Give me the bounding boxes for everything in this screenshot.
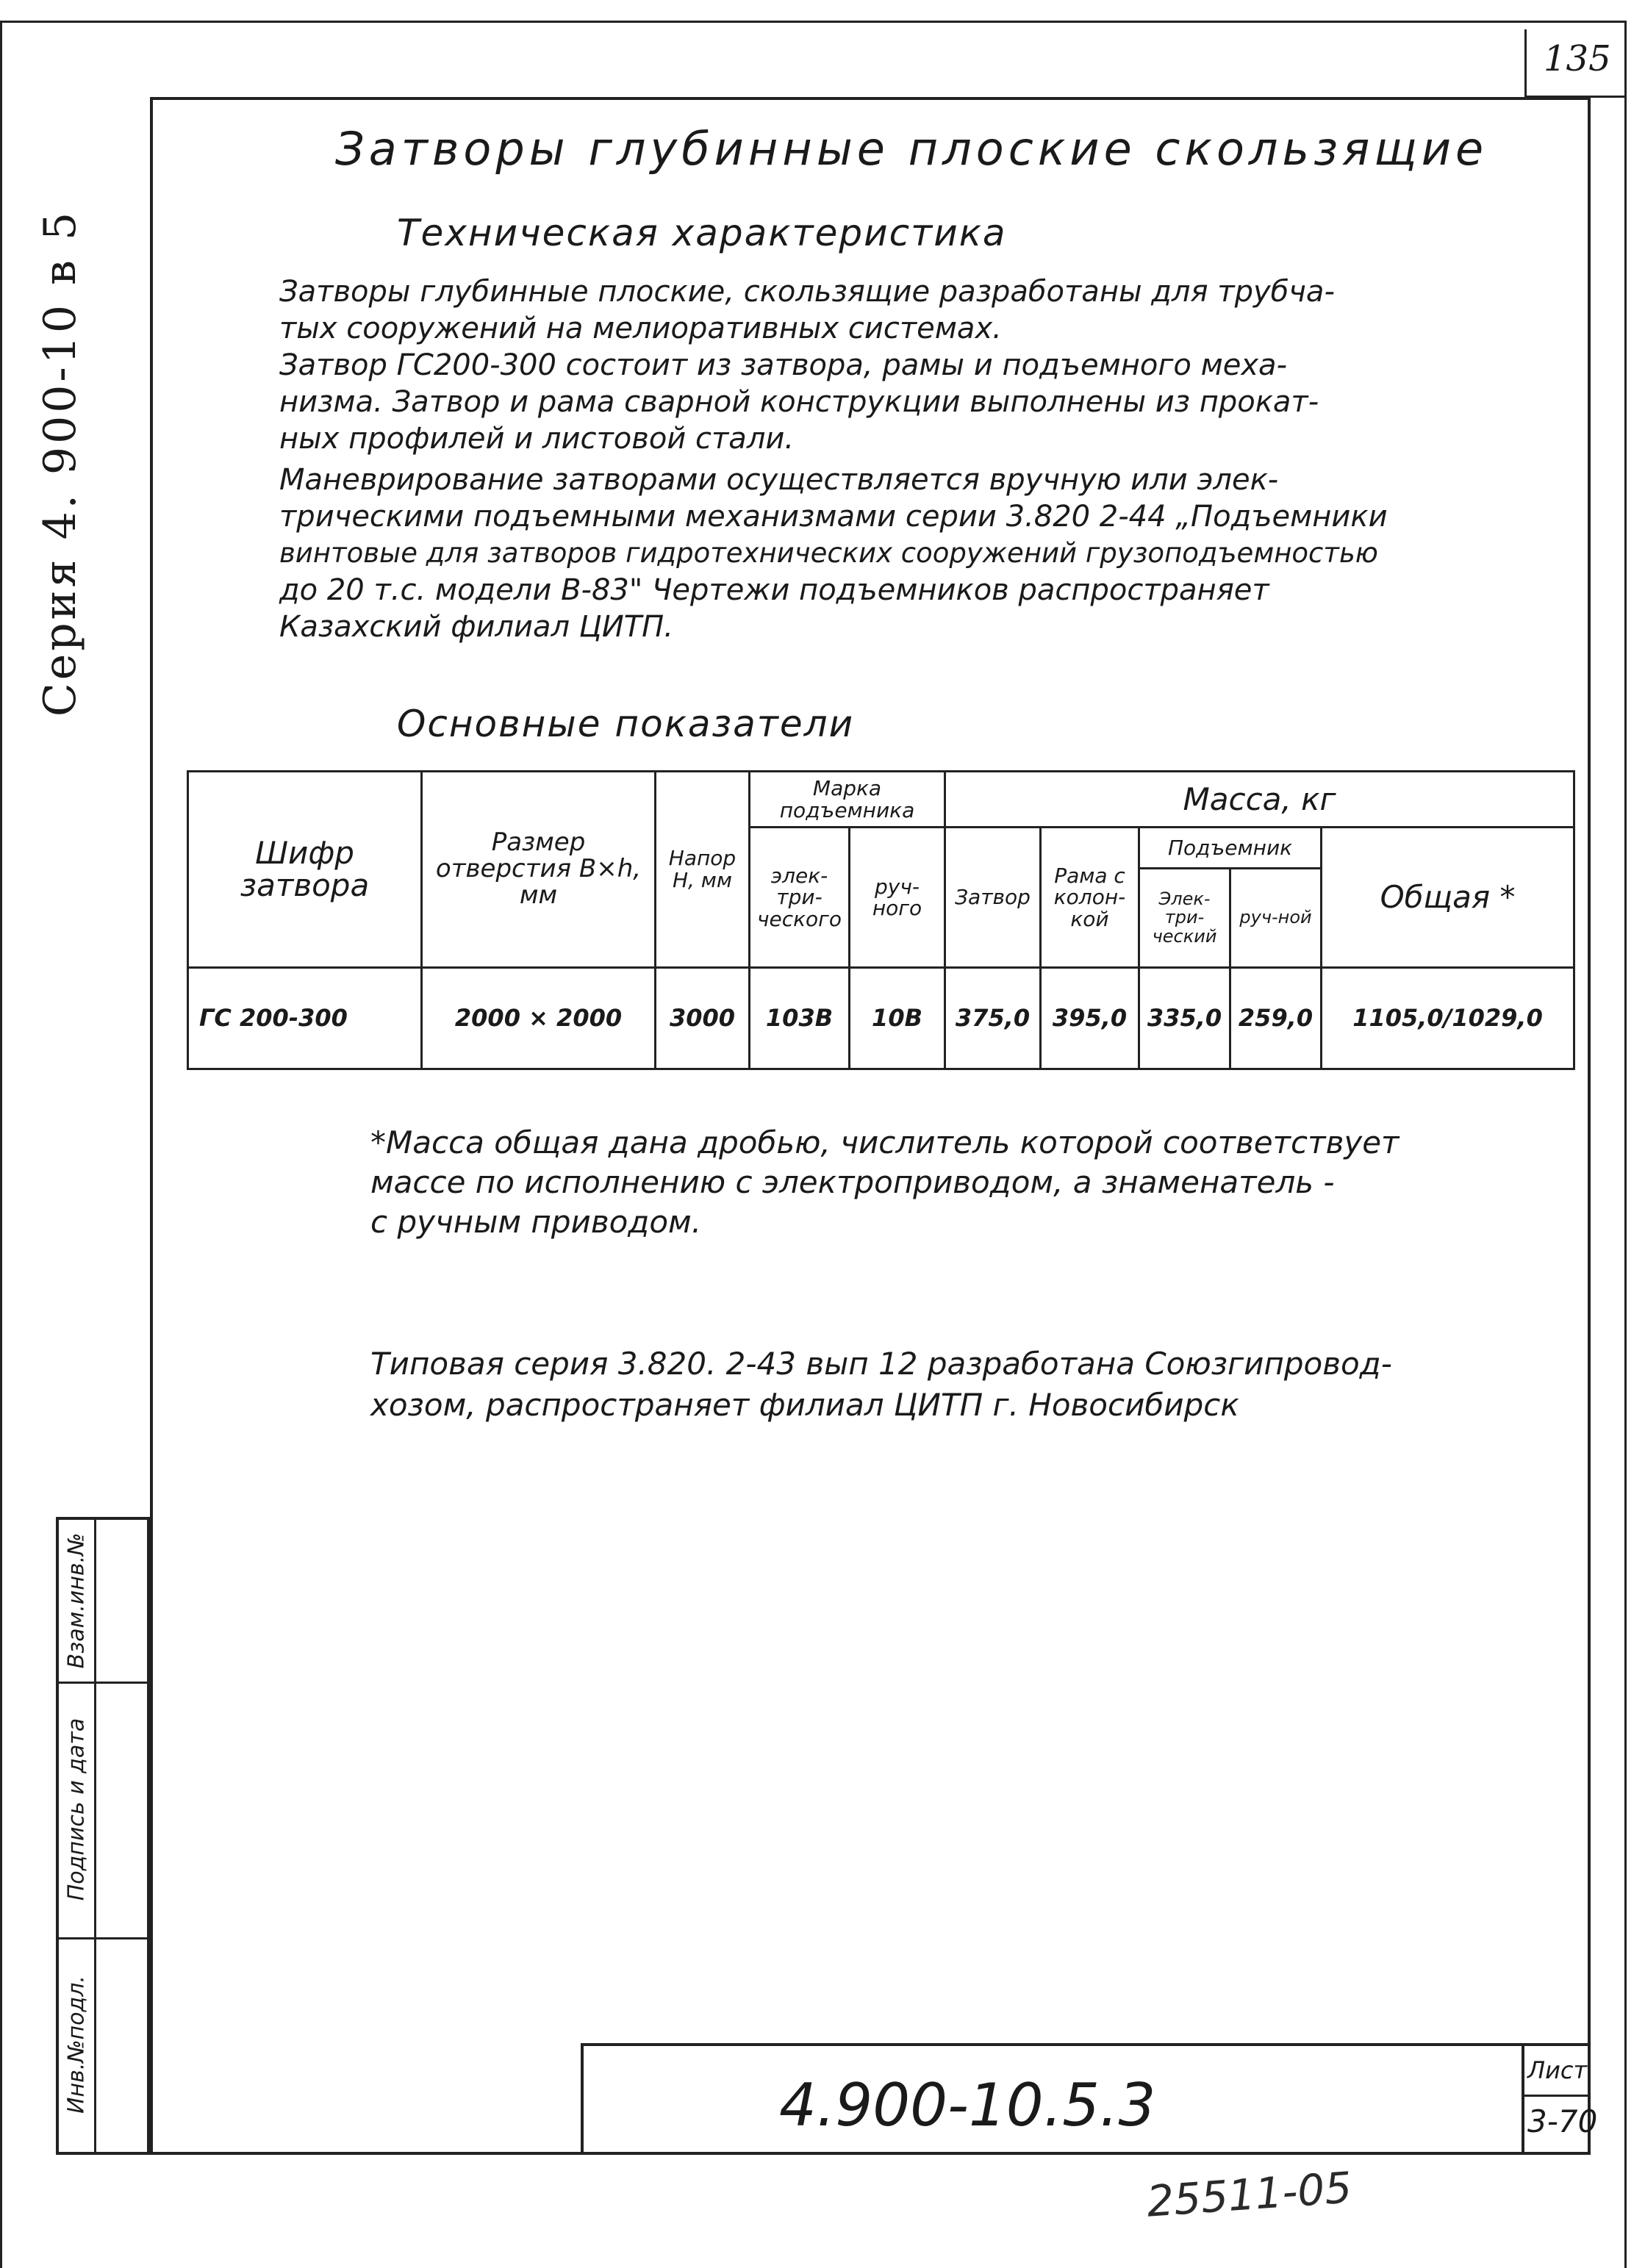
side-stamp-table — [56, 1517, 150, 2155]
header-frame: Рама с колон-кой — [1041, 828, 1139, 967]
page-title: Затворы глубинные плоские скользящие — [335, 122, 1488, 176]
header-mass: Масса, кг — [945, 772, 1574, 828]
title-block-left-line — [581, 2043, 584, 2155]
paragraph-line: до 20 т.с. модели В-83" Чертежи подъемников распространяет — [279, 573, 1269, 607]
header-lift-brand: Марка подъемника — [750, 772, 945, 828]
paragraph-line: Маневрирование затворами осуществляется вручную или элек- — [279, 463, 1279, 497]
header-lift-manual: руч-ной — [1230, 869, 1322, 967]
title-block-sheet-line — [1522, 2095, 1591, 2097]
paragraph-line: ных профилей и листовой стали. — [279, 422, 795, 456]
paragraph-line: тых сооружений на мелиоративных системах. — [279, 312, 1002, 345]
document-code: 4.900-10.5.3 — [779, 2071, 1156, 2139]
header-lift: Подъемник — [1139, 828, 1322, 869]
page-edge-right — [1624, 21, 1627, 2268]
main-indicators-table — [187, 770, 1575, 1070]
cell-size: 2000 × 2000 — [422, 967, 656, 1069]
note-line: хозом, распространяет филиал ЦИТП г. Новосибирск — [370, 1387, 1239, 1423]
cell-lift-manual: 259,0 — [1230, 967, 1322, 1069]
table-header-row — [188, 772, 1574, 828]
note-line: Типовая серия 3.820. 2-43 вып 12 разработана Союзгипровод- — [370, 1346, 1392, 1382]
sheet-number: 3-70 — [1527, 2103, 1598, 2139]
cell-head: 3000 — [656, 967, 750, 1069]
side-series-text: Серия 4. 900-10 в 5 — [35, 209, 86, 717]
cell-total: 1105,0/1029,0 — [1322, 967, 1574, 1069]
paragraph-line: трическими подъемными механизмами серии 3.820 2-44 „Подъемники — [279, 500, 1388, 534]
header-head: Напор Н, мм — [656, 772, 750, 968]
header-lift-electric: Элек-три-ческий — [1139, 869, 1230, 967]
header-gate: Затвор — [945, 828, 1041, 967]
footnote-line: с ручным приводом. — [370, 1204, 702, 1240]
paragraph-line: винтовые для затворов гидротехнических сооружений грузоподъемностью — [279, 537, 1378, 569]
cell-electric: 103В — [750, 967, 850, 1069]
footnote-line: *Масса общая дана дробью, числитель которой соответствует — [370, 1124, 1399, 1160]
typical-series-note — [370, 1343, 1583, 1426]
cell-frame: 395,0 — [1041, 967, 1139, 1069]
paragraph-line: Казахский филиал ЦИТП. — [279, 610, 673, 644]
stamp-vzam-inv — [59, 1520, 94, 1682]
inventory-number: 25511-05 — [1144, 2162, 1354, 2227]
paragraph-line: Затвор ГС200-300 состоит из затвора, рамы и подъемного меха- — [279, 348, 1287, 382]
page-number-divider — [1524, 29, 1527, 97]
stamp-inv-original — [59, 1937, 94, 2152]
section-heading: Основные показатели — [397, 703, 855, 745]
mass-footnote — [370, 1123, 1583, 1242]
title-block-top-line — [581, 2043, 1591, 2046]
cell-manual: 10В — [850, 967, 945, 1069]
paragraph-line: низма. Затвор и рама сварной конструкции выполнены из прокат- — [279, 385, 1319, 419]
footnote-line: массе по исполнению с электроприводом, а знаменатель - — [370, 1164, 1335, 1200]
page-number: 135 — [1544, 38, 1611, 79]
stamp-vzam-inv-label: Взам.инв.№ — [63, 1532, 90, 1669]
table-row — [188, 967, 1574, 1069]
header-total: Общая * — [1322, 828, 1574, 967]
stamp-signature-date — [59, 1682, 94, 1937]
title-block-sheet-divider — [1522, 2043, 1524, 2155]
page-edge-left — [0, 21, 2, 2268]
header-code: Шифр затвора — [188, 772, 422, 968]
sheet-label: Лист — [1527, 2056, 1588, 2084]
page-edge-top — [0, 21, 1624, 23]
stamp-signature-date-label: Подпись и дата — [63, 1718, 90, 1901]
cell-code: ГС 200-300 — [188, 967, 422, 1069]
page-subtitle: Техническая характеристика — [397, 212, 1007, 254]
side-stamp-divider — [94, 1520, 96, 2152]
cell-gate: 375,0 — [945, 967, 1041, 1069]
cell-lift-electric: 335,0 — [1139, 967, 1230, 1069]
header-electric: элек-три-ческого — [750, 828, 850, 967]
header-size: Размер отверстия В×h, мм — [422, 772, 656, 968]
paragraph-line: Затворы глубинные плоские, скользящие разработаны для трубча- — [279, 275, 1335, 309]
stamp-inv-original-label: Инв.№подл. — [63, 1975, 90, 2114]
side-series-label — [29, 191, 91, 735]
header-manual: руч-ного — [850, 828, 945, 967]
